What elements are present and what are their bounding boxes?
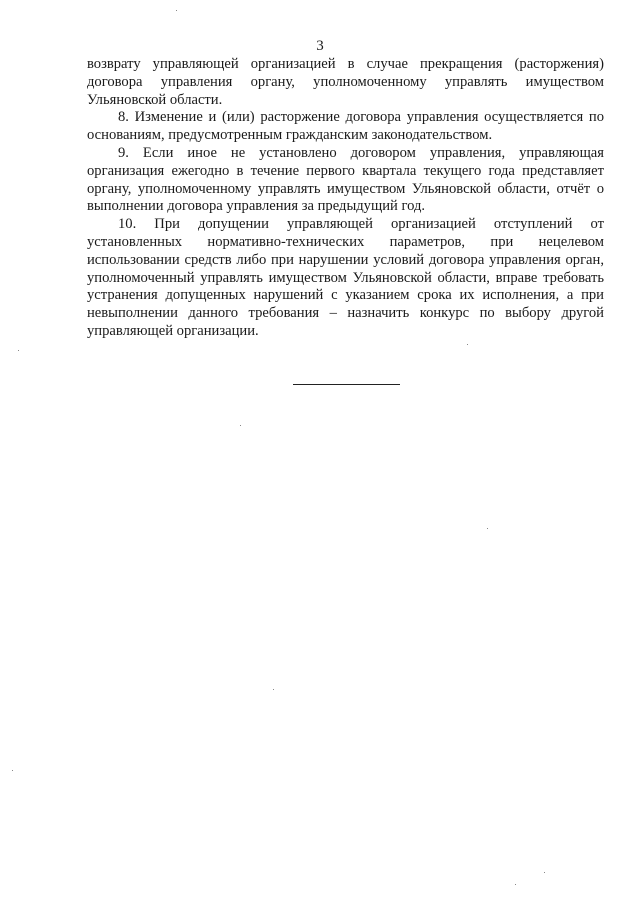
scan-speck (18, 350, 19, 351)
end-divider-line (293, 384, 400, 385)
scan-speck (240, 425, 241, 426)
page-number: 3 (316, 38, 324, 54)
scan-speck (467, 344, 468, 345)
paragraph-item-10: 10. При допущении управляющей организацией отступлений от установленных нормативно-технических параметров, при нецелевом использовании средств либо при нарушении условий договора управления орган, уполномоченный управлять имуществом Ульяновской области, вправе требовать устранения допущенных нарушений с указанием срока их исполнения, а при невыполнении данного требования – назначить конкурс по выбору другой управляющей организации. (87, 216, 604, 339)
document-body (87, 56, 604, 341)
scan-speck (515, 884, 516, 885)
scan-speck (273, 689, 274, 690)
paragraph-item-9: 9. Если иное не установлено договором управления, управляющая организация ежегодно в течение первого квартала текущего года представляет органу, уполномоченному управлять имуществом Ульяновской области, отчёт о выполнении договора управления за предыдущий год. (87, 144, 604, 215)
scan-speck (487, 528, 488, 529)
paragraph-continuation: возврату управляющей организацией в случае прекращения (расторжения) договора управления органу, уполномоченному управлять имуществом Ульяновской области. (87, 56, 604, 108)
scan-speck (176, 10, 177, 11)
scan-speck (12, 770, 13, 771)
scan-speck (544, 872, 545, 873)
paragraph-item-8: 8. Изменение и (или) расторжение договора управления осуществляется по основаниям, предусмотренным гражданским законодательством. (87, 109, 604, 144)
